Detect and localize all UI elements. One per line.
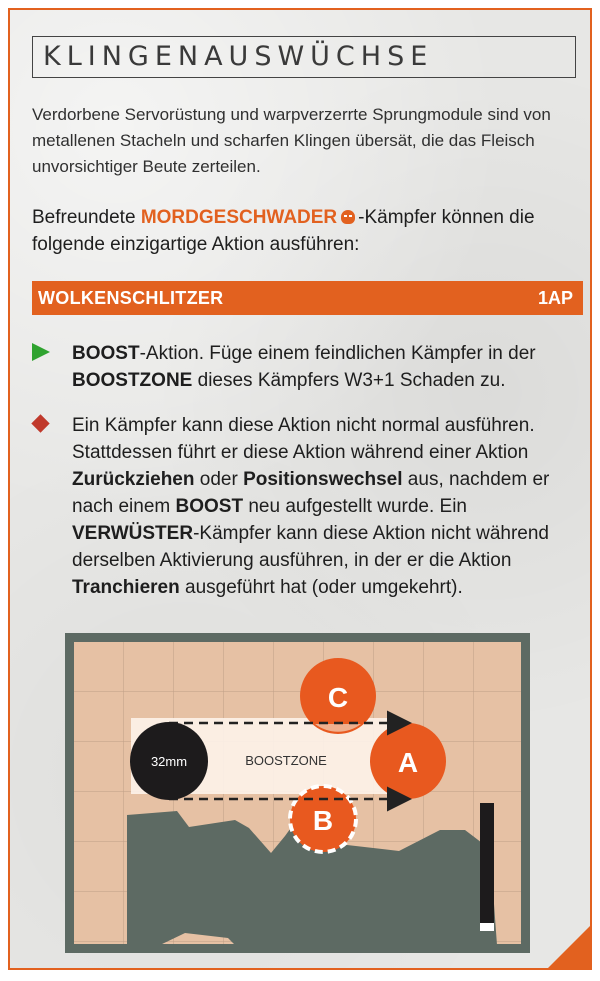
- boostzone-label: BOOSTZONE: [245, 753, 327, 768]
- keyword-verwuester: VERWÜSTER: [72, 523, 194, 544]
- keyword-boost: BOOST: [175, 496, 244, 517]
- keyword-boostzone: BOOSTZONE: [72, 370, 193, 391]
- title-frame: [32, 36, 576, 78]
- condition-text-part: Ein Kämpfer kann diese Aktion nicht normal ausführen. Stattdessen führt er diese Aktion während einer Aktion: [72, 415, 535, 463]
- eligibility-prefix: Befreundete: [32, 207, 141, 228]
- effect-text-part: dieses Kämpfers W3+1 Schaden zu.: [192, 370, 506, 391]
- card-title: KLINGENAUSWÜCHSE: [43, 41, 434, 72]
- effect-text: [72, 340, 584, 394]
- boostzone-diagram: [65, 633, 530, 953]
- faction-keyword: MORDGESCHWADER: [140, 207, 338, 228]
- flavor-text: Verdorbene Servorüstung und warpverzerrte Sprungmodule sind von metallenen Stacheln und scharfen Klingen übersät, die das Fleisch unvorsichtiger Beute zerteilen.: [32, 105, 551, 176]
- keyword-boost: BOOST: [72, 343, 140, 364]
- green-triangle-icon: [32, 343, 50, 361]
- condition-text-part: ausgeführt hat (oder umgekehrt).: [179, 577, 463, 598]
- action-header: [32, 281, 583, 315]
- marker-b-label: B: [312, 805, 334, 836]
- condition-text-part: aus, nachdem er nach einem: [72, 469, 550, 517]
- skull-icon: [341, 210, 355, 224]
- marker-a-label: A: [397, 747, 419, 778]
- eligibility-suffix: -Kämpfer können die folgende einzigartige Aktion ausführen:: [32, 207, 535, 255]
- condition-text: [72, 412, 584, 601]
- condition-text-part: -Kämpfer kann diese Aktion nicht während derselben Aktivierung ausführen, in der er die Aktion: [72, 523, 549, 571]
- red-diamond-icon: [32, 415, 47, 430]
- corner-decoration: [548, 926, 590, 968]
- condition-text-part: neu aufgestellt wurde. Ein: [243, 496, 467, 517]
- marker-c-label: C: [327, 682, 349, 713]
- eligibility-text: [32, 204, 572, 258]
- wall-segment: [480, 803, 494, 931]
- rule-card: [8, 8, 592, 970]
- keyword-reposition: Positionswechsel: [243, 469, 403, 490]
- condition-text-part: oder: [194, 469, 244, 490]
- action-name: WOLKENSCHLITZER: [38, 288, 224, 308]
- base-label: 32mm: [150, 754, 188, 769]
- keyword-tranchieren: Tranchieren: [72, 577, 180, 598]
- keyword-retreat: Zurückziehen: [72, 469, 195, 490]
- wall-base: [480, 923, 494, 931]
- action-cost: 1AP: [537, 288, 573, 308]
- effect-text-part: -Aktion. Füge einem feindlichen Kämpfer in der: [139, 343, 536, 364]
